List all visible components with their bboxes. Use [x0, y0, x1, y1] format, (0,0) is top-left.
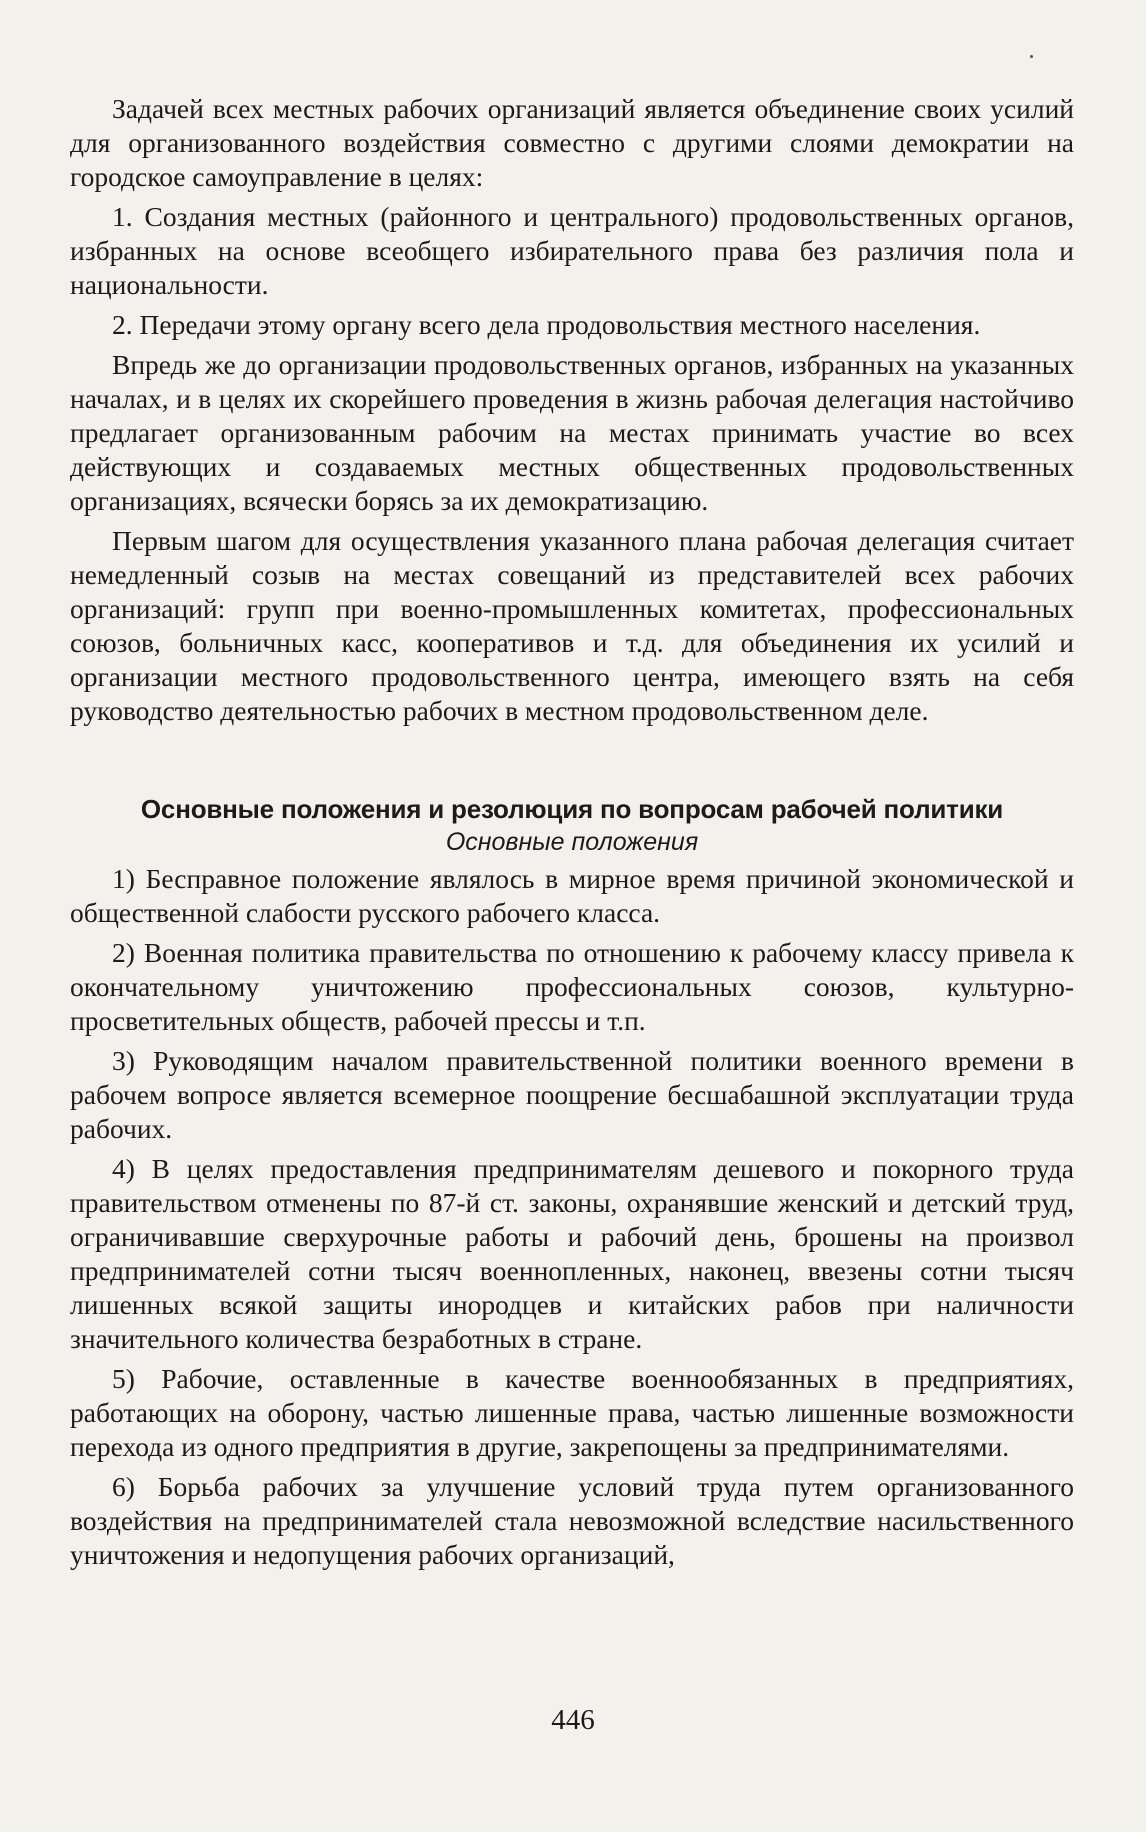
paragraph: 3) Руководящим началом правительственной политики военного времени в рабочем вопросе является всемерное поощрение бесшабашной эксплуатации труда рабочих. [70, 1045, 1074, 1144]
paragraph: 1) Бесправное положение являлось в мирное время причиной экономической и общественной слабости русского рабочего класса. [70, 863, 1074, 928]
paragraph: Задачей всех местных рабочих организаций является объединение своих усилий для организованного воздействия совместно с другими слоями демократии на городское самоуправление в целях: [70, 93, 1074, 192]
paragraph: 4) В целях предоставления предпринимателям дешевого и покорного труда правительством отменены по 87-й ст. законы, охранявшие женский и детский труд, ограничивавшие сверхурочные работы и рабочий день, брошены на произвол предпринимателей сотни тысяч военнопленных, наконец, ввезены сотни тысяч лишенных всякой защиты инородцев и китайских рабов при наличности значительного количества безработных в стране. [70, 1153, 1074, 1354]
page-number: 446 [551, 1704, 595, 1736]
paragraph: Впредь же до организации продовольственных органов, избранных на указанных началах, и в целях их скорейшего проведения в жизнь рабочая делегация настойчиво предлагает организованным рабочим на местах принимать участие во всех действующих и создаваемых местных общественных продовольственных организациях, всячески борясь за их демократизацию. [70, 349, 1074, 516]
paragraph: Первым шагом для осуществления указанного плана рабочая делегация считает немедленный созыв на местах совещаний из представителей всех рабочих организаций: групп при военно-промышленных комитетах, профессиональных союзов, больничных касс, кооперативов и т.д. для объединения их усилий и организации местного продовольственного центра, имеющего взять на себя руководство деятельностью рабочих в местном продовольственном деле. [70, 525, 1074, 726]
paragraph: 6) Борьба рабочих за улучшение условий труда путем организованного воздействия на предпринимателей стала невозможной вследствие насильственного уничтожения и недопущения рабочих организаций, [70, 1471, 1074, 1570]
paragraph: 2. Передачи этому органу всего дела продовольствия местного населения. [112, 309, 981, 340]
paragraph: 2) Военная политика правительства по отношению к рабочему классу привела к окончательному уничтожению профессиональных союзов, культурно-просветительных обществ, рабочей прессы и т.п. [70, 937, 1074, 1036]
paragraph: 5) Рабочие, оставленные в качестве военнообязанных в предприятиях, работающих на оборону, частью лишенные права, частью лишенные возможности перехода из одного предприятия в другие, закрепощены за предпринимателями. [70, 1363, 1074, 1462]
section-gap [70, 734, 1074, 792]
scan-speck [1030, 55, 1033, 58]
section-title: Основные положения и резолюция по вопросам рабочей политики [140, 794, 1004, 824]
paragraph: 1. Создания местных (районного и центрального) продовольственных органов, избранных на основе всеобщего избирательного права без различия пола и национальности. [70, 201, 1074, 300]
document-page [70, 92, 1074, 1578]
section-subtitle: Основные положения [445, 828, 699, 856]
